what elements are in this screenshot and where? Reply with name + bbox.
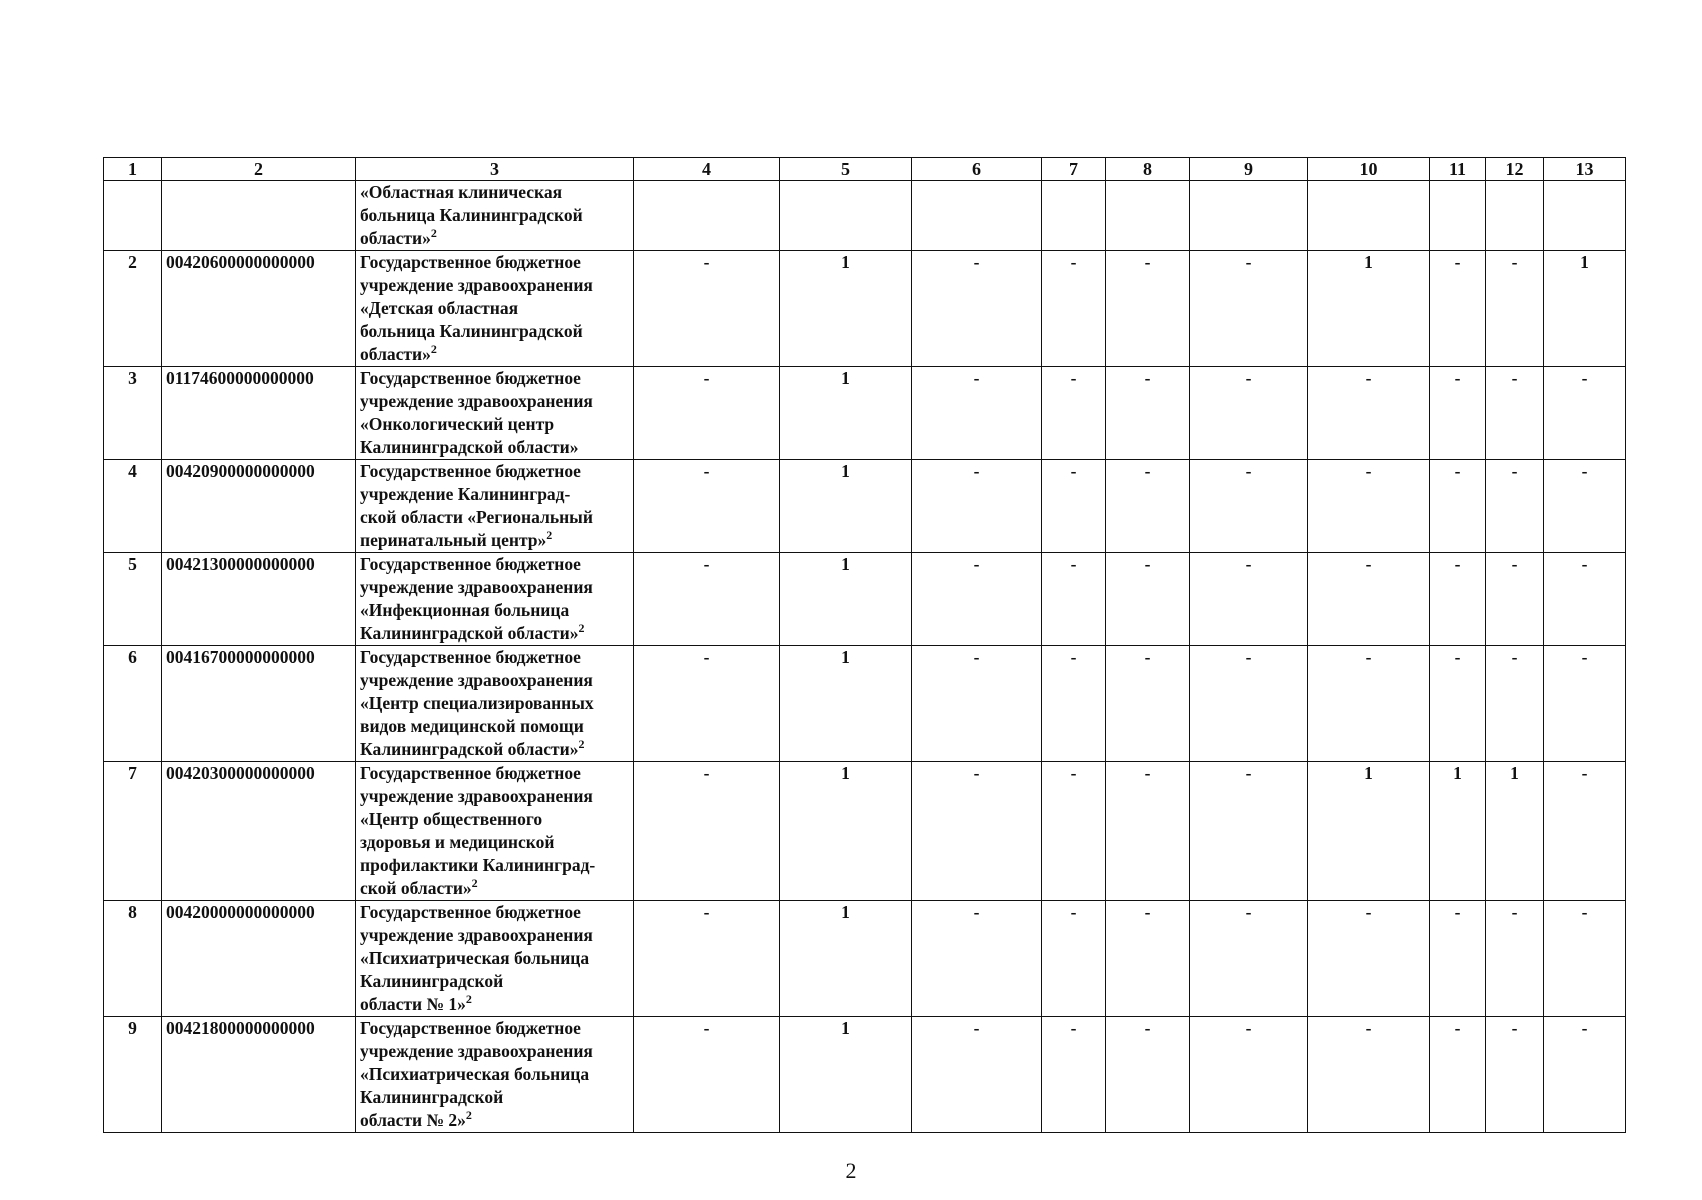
value-cell: 1 bbox=[780, 762, 912, 901]
organization-name-line bbox=[360, 1017, 629, 1040]
table-row bbox=[104, 901, 1626, 1017]
name-line-text: Государственное бюджетное bbox=[360, 763, 581, 783]
table-row bbox=[104, 251, 1626, 367]
column-header: 13 bbox=[1544, 158, 1626, 181]
value-cell: - bbox=[634, 553, 780, 646]
value-cell: - bbox=[1308, 367, 1430, 460]
organization-name bbox=[356, 762, 634, 901]
organization-name bbox=[356, 646, 634, 762]
column-header: 4 bbox=[634, 158, 780, 181]
value-cell bbox=[780, 181, 912, 251]
organization-name-line bbox=[360, 924, 629, 947]
table-row bbox=[104, 181, 1626, 251]
row-number: 6 bbox=[104, 646, 162, 762]
organization-name-line bbox=[360, 715, 629, 738]
name-line-text: ской области» bbox=[360, 878, 472, 898]
row-number: 9 bbox=[104, 1017, 162, 1133]
value-cell bbox=[1544, 181, 1626, 251]
organization-code: 00420900000000000 bbox=[162, 460, 356, 553]
value-cell: 1 bbox=[1486, 762, 1544, 901]
value-cell: - bbox=[1042, 251, 1106, 367]
footnote-marker: 2 bbox=[430, 342, 437, 356]
name-line-text: учреждение Калининград- bbox=[360, 484, 571, 504]
organization-code: 00420000000000000 bbox=[162, 901, 356, 1017]
organization-name-line bbox=[360, 1063, 629, 1086]
page-number: 2 bbox=[845, 1158, 857, 1183]
name-line-text: «Онкологический центр bbox=[360, 414, 555, 434]
organization-name-line bbox=[360, 947, 629, 970]
organization-name-line bbox=[360, 808, 629, 831]
value-cell: - bbox=[634, 460, 780, 553]
value-cell: - bbox=[912, 553, 1042, 646]
value-cell: - bbox=[1486, 646, 1544, 762]
value-cell: - bbox=[1544, 553, 1626, 646]
column-header: 11 bbox=[1430, 158, 1486, 181]
organization-name-line bbox=[360, 436, 629, 459]
organization-name-line bbox=[360, 1109, 629, 1132]
value-cell: - bbox=[1544, 901, 1626, 1017]
value-cell: - bbox=[1430, 251, 1486, 367]
organization-name-line bbox=[360, 204, 629, 227]
column-header: 7 bbox=[1042, 158, 1106, 181]
value-cell: - bbox=[1486, 553, 1544, 646]
value-cell: - bbox=[1486, 1017, 1544, 1133]
organization-name-line bbox=[360, 762, 629, 785]
value-cell: - bbox=[634, 367, 780, 460]
row-number: 4 bbox=[104, 460, 162, 553]
value-cell: - bbox=[1042, 553, 1106, 646]
organization-name-line bbox=[360, 970, 629, 993]
value-cell: - bbox=[912, 460, 1042, 553]
footnote-marker: 2 bbox=[465, 992, 472, 1006]
organization-name-line bbox=[360, 738, 629, 761]
value-cell: - bbox=[1106, 762, 1190, 901]
value-cell: 1 bbox=[1430, 762, 1486, 901]
column-header: 9 bbox=[1190, 158, 1308, 181]
organization-name-line bbox=[360, 320, 629, 343]
name-line-text: Калининградской области» bbox=[360, 739, 579, 759]
name-line-text: учреждение здравоохранения bbox=[360, 391, 593, 411]
name-line-text: Государственное бюджетное bbox=[360, 554, 581, 574]
organization-name-line bbox=[360, 669, 629, 692]
table-body bbox=[104, 181, 1626, 1133]
value-cell: - bbox=[1106, 1017, 1190, 1133]
organization-code: 00421800000000000 bbox=[162, 1017, 356, 1133]
name-line-text: Государственное бюджетное bbox=[360, 461, 581, 481]
value-cell: 1 bbox=[780, 901, 912, 1017]
value-cell bbox=[1106, 181, 1190, 251]
name-line-text: учреждение здравоохранения bbox=[360, 1041, 593, 1061]
value-cell: - bbox=[1544, 367, 1626, 460]
value-cell: - bbox=[1486, 367, 1544, 460]
column-header: 2 bbox=[162, 158, 356, 181]
value-cell: - bbox=[1106, 367, 1190, 460]
value-cell: - bbox=[634, 762, 780, 901]
organization-name bbox=[356, 553, 634, 646]
organization-code bbox=[162, 181, 356, 251]
row-number: 8 bbox=[104, 901, 162, 1017]
value-cell: 1 bbox=[780, 460, 912, 553]
value-cell: 1 bbox=[1308, 251, 1430, 367]
name-line-text: Государственное бюджетное bbox=[360, 1018, 581, 1038]
value-cell: - bbox=[1486, 251, 1544, 367]
name-line-text: Государственное бюджетное bbox=[360, 368, 581, 388]
organization-name-line bbox=[360, 483, 629, 506]
column-header: 5 bbox=[780, 158, 912, 181]
name-line-text: ской области «Региональный bbox=[360, 507, 593, 527]
organization-name-line bbox=[360, 529, 629, 552]
name-line-text: Калининградской области» bbox=[360, 623, 579, 643]
value-cell: - bbox=[1430, 367, 1486, 460]
value-cell: - bbox=[634, 1017, 780, 1133]
name-line-text: «Центр общественного bbox=[360, 809, 543, 829]
organization-name bbox=[356, 181, 634, 251]
value-cell: - bbox=[1308, 553, 1430, 646]
organization-name-line bbox=[360, 831, 629, 854]
value-cell: - bbox=[1308, 1017, 1430, 1133]
name-line-text: видов медицинской помощи bbox=[360, 716, 584, 736]
organization-name-line bbox=[360, 622, 629, 645]
value-cell: - bbox=[1106, 901, 1190, 1017]
name-line-text: Калининградской bbox=[360, 1087, 504, 1107]
name-line-text: больница Калининградской bbox=[360, 321, 583, 341]
organization-name-line bbox=[360, 1086, 629, 1109]
organization-code: 00421300000000000 bbox=[162, 553, 356, 646]
value-cell: - bbox=[1190, 251, 1308, 367]
value-cell: - bbox=[1042, 367, 1106, 460]
name-line-text: Государственное бюджетное bbox=[360, 902, 581, 922]
table-row bbox=[104, 460, 1626, 553]
organization-name-line bbox=[360, 877, 629, 900]
name-line-text: «Областная клиническая bbox=[360, 182, 563, 202]
table-row bbox=[104, 553, 1626, 646]
column-header: 1 bbox=[104, 158, 162, 181]
value-cell: - bbox=[1430, 1017, 1486, 1133]
row-number bbox=[104, 181, 162, 251]
name-line-text: «Психиатрическая больница bbox=[360, 1064, 590, 1084]
value-cell: 1 bbox=[1544, 251, 1626, 367]
row-number: 2 bbox=[104, 251, 162, 367]
organization-name-line bbox=[360, 854, 629, 877]
value-cell: - bbox=[1042, 901, 1106, 1017]
name-line-text: области № 2» bbox=[360, 1110, 466, 1130]
value-cell: - bbox=[1308, 901, 1430, 1017]
value-cell: - bbox=[1190, 762, 1308, 901]
organization-code: 00416700000000000 bbox=[162, 646, 356, 762]
organization-name bbox=[356, 901, 634, 1017]
footnote-marker: 2 bbox=[471, 876, 478, 890]
name-line-text: области» bbox=[360, 344, 431, 364]
organization-name-line bbox=[360, 460, 629, 483]
value-cell: - bbox=[1042, 460, 1106, 553]
table-row bbox=[104, 367, 1626, 460]
name-line-text: «Психиатрическая больница bbox=[360, 948, 590, 968]
value-cell: - bbox=[1430, 646, 1486, 762]
name-line-text: «Инфекционная больница bbox=[360, 600, 570, 620]
name-line-text: здоровья и медицинской bbox=[360, 832, 555, 852]
value-cell: - bbox=[912, 251, 1042, 367]
name-line-text: «Детская областная bbox=[360, 298, 519, 318]
value-cell: - bbox=[634, 646, 780, 762]
footnote-marker: 2 bbox=[430, 226, 437, 240]
value-cell: - bbox=[1190, 646, 1308, 762]
value-cell bbox=[634, 181, 780, 251]
value-cell bbox=[1486, 181, 1544, 251]
organization-name-line bbox=[360, 901, 629, 924]
value-cell: 1 bbox=[1308, 762, 1430, 901]
value-cell: - bbox=[1486, 460, 1544, 553]
column-header: 8 bbox=[1106, 158, 1190, 181]
value-cell: 1 bbox=[780, 553, 912, 646]
organization-name bbox=[356, 367, 634, 460]
organization-name-line bbox=[360, 506, 629, 529]
name-line-text: учреждение здравоохранения bbox=[360, 275, 593, 295]
name-line-text: учреждение здравоохранения bbox=[360, 670, 593, 690]
organization-name-line bbox=[360, 576, 629, 599]
value-cell: - bbox=[1308, 460, 1430, 553]
table-row bbox=[104, 762, 1626, 901]
value-cell: - bbox=[1430, 901, 1486, 1017]
organization-name-line bbox=[360, 553, 629, 576]
table-header-row bbox=[104, 158, 1626, 181]
value-cell: - bbox=[1190, 553, 1308, 646]
value-cell bbox=[1190, 181, 1308, 251]
organization-name-line bbox=[360, 599, 629, 622]
name-line-text: Государственное бюджетное bbox=[360, 252, 581, 272]
value-cell: - bbox=[1308, 646, 1430, 762]
row-number: 7 bbox=[104, 762, 162, 901]
value-cell: - bbox=[634, 901, 780, 1017]
name-line-text: области» bbox=[360, 228, 431, 248]
value-cell bbox=[912, 181, 1042, 251]
name-line-text: больница Калининградской bbox=[360, 205, 583, 225]
value-cell bbox=[1308, 181, 1430, 251]
value-cell: 1 bbox=[780, 646, 912, 762]
value-cell: - bbox=[912, 762, 1042, 901]
value-cell bbox=[1430, 181, 1486, 251]
value-cell: - bbox=[634, 251, 780, 367]
value-cell: - bbox=[1486, 901, 1544, 1017]
footnote-marker: 2 bbox=[546, 528, 553, 542]
row-number: 3 bbox=[104, 367, 162, 460]
organization-name-line bbox=[360, 251, 629, 274]
column-header: 12 bbox=[1486, 158, 1544, 181]
organization-name-line bbox=[360, 297, 629, 320]
name-line-text: Калининградской области» bbox=[360, 437, 579, 457]
value-cell: - bbox=[1190, 367, 1308, 460]
organization-name-line bbox=[360, 692, 629, 715]
value-cell: - bbox=[1106, 646, 1190, 762]
name-line-text: области № 1» bbox=[360, 994, 466, 1014]
organization-name-line bbox=[360, 1040, 629, 1063]
organization-name bbox=[356, 251, 634, 367]
value-cell: - bbox=[1106, 251, 1190, 367]
value-cell: - bbox=[1042, 762, 1106, 901]
name-line-text: Государственное бюджетное bbox=[360, 647, 581, 667]
name-line-text: учреждение здравоохранения bbox=[360, 925, 593, 945]
name-line-text: профилактики Калининград- bbox=[360, 855, 596, 875]
organization-name-line bbox=[360, 413, 629, 436]
value-cell: - bbox=[1430, 553, 1486, 646]
organization-code: 00420600000000000 bbox=[162, 251, 356, 367]
name-line-text: учреждение здравоохранения bbox=[360, 786, 593, 806]
organization-name-line bbox=[360, 274, 629, 297]
organization-name-line bbox=[360, 367, 629, 390]
value-cell: - bbox=[912, 367, 1042, 460]
footnote-marker: 2 bbox=[465, 1108, 472, 1122]
registry-table bbox=[103, 157, 1626, 1133]
value-cell: - bbox=[1190, 460, 1308, 553]
row-number: 5 bbox=[104, 553, 162, 646]
value-cell: - bbox=[1042, 1017, 1106, 1133]
organization-name-line bbox=[360, 343, 629, 366]
value-cell: - bbox=[1106, 553, 1190, 646]
name-line-text: перинатальный центр» bbox=[360, 530, 547, 550]
value-cell: 1 bbox=[780, 251, 912, 367]
name-line-text: Калининградской bbox=[360, 971, 504, 991]
organization-name bbox=[356, 460, 634, 553]
organization-name-line bbox=[360, 646, 629, 669]
value-cell: - bbox=[1544, 646, 1626, 762]
value-cell: - bbox=[912, 646, 1042, 762]
value-cell: - bbox=[1042, 646, 1106, 762]
organization-name bbox=[356, 1017, 634, 1133]
organization-name-line bbox=[360, 993, 629, 1016]
table-row bbox=[104, 646, 1626, 762]
name-line-text: «Центр специализированных bbox=[360, 693, 594, 713]
organization-name-line bbox=[360, 181, 629, 204]
value-cell: - bbox=[1190, 901, 1308, 1017]
column-header: 6 bbox=[912, 158, 1042, 181]
organization-name-line bbox=[360, 227, 629, 250]
organization-code: 00420300000000000 bbox=[162, 762, 356, 901]
value-cell: - bbox=[1190, 1017, 1308, 1133]
column-header: 10 bbox=[1308, 158, 1430, 181]
footnote-marker: 2 bbox=[578, 737, 585, 751]
value-cell: - bbox=[1544, 1017, 1626, 1133]
value-cell: - bbox=[912, 901, 1042, 1017]
organization-name-line bbox=[360, 390, 629, 413]
value-cell: - bbox=[1430, 460, 1486, 553]
value-cell: - bbox=[1544, 762, 1626, 901]
value-cell bbox=[1042, 181, 1106, 251]
column-header: 3 bbox=[356, 158, 634, 181]
table-row bbox=[104, 1017, 1626, 1133]
value-cell: - bbox=[1106, 460, 1190, 553]
organization-code: 01174600000000000 bbox=[162, 367, 356, 460]
value-cell: 1 bbox=[780, 367, 912, 460]
footnote-marker: 2 bbox=[578, 621, 585, 635]
value-cell: - bbox=[1544, 460, 1626, 553]
value-cell: 1 bbox=[780, 1017, 912, 1133]
value-cell: - bbox=[912, 1017, 1042, 1133]
name-line-text: учреждение здравоохранения bbox=[360, 577, 593, 597]
organization-name-line bbox=[360, 785, 629, 808]
